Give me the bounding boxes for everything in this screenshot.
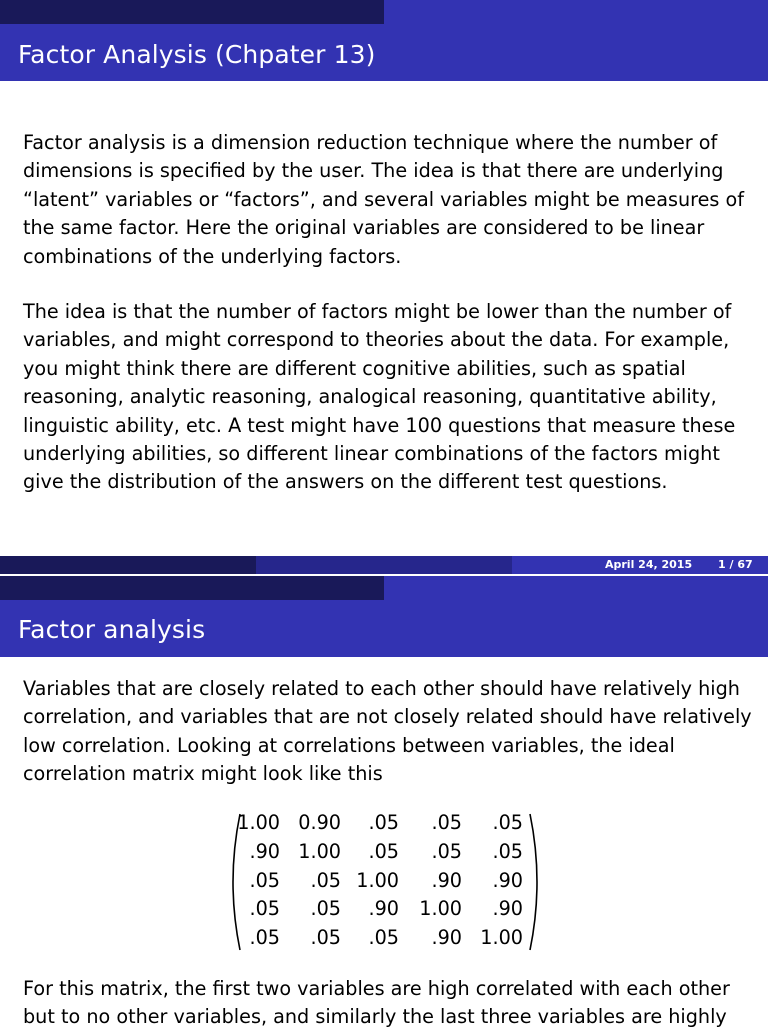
- matrix-cell: .90: [249, 840, 280, 863]
- slide-header-bar: [0, 0, 768, 24]
- text-line: linguistic ability, etc. A test might have 100 questions that measure these: [23, 413, 736, 437]
- header-nav-segment: [0, 0, 384, 24]
- text-line: the same factor. Here the original variables are considered to be linear: [23, 216, 705, 240]
- slide-title: Factor Analysis (Chpater 13): [18, 40, 376, 69]
- matrix-cell: .05: [368, 926, 399, 949]
- matrix-cell: .90: [492, 897, 523, 920]
- text-line: underlying abilities, so different linear combinations of the factors might: [23, 442, 720, 466]
- text-line: “latent” variables or “factors”, and several variables might be measures of: [23, 187, 744, 211]
- matrix-cell: .90: [492, 869, 523, 892]
- matrix-cell: 1.00: [480, 926, 523, 949]
- footer-date: April 24, 2015: [605, 558, 693, 571]
- text-line: correlation matrix might look like this: [23, 762, 383, 786]
- matrix-cell: .05: [431, 840, 462, 863]
- matrix-cell: 1.00: [356, 869, 399, 892]
- slide-title: Factor analysis: [18, 615, 206, 644]
- text-line: Variables that are closely related to each other should have relatively high: [23, 677, 740, 700]
- slide-2: [0, 576, 768, 1024]
- matrix-cell: .05: [249, 869, 280, 892]
- title-bar: [0, 24, 768, 81]
- title-bar: [0, 600, 768, 657]
- matrix-cell: 1.00: [237, 811, 280, 834]
- paragraph-1: [23, 129, 753, 271]
- matrix-cell: .05: [492, 840, 523, 863]
- text-line: low correlation. Looking at correlations between variables, the ideal: [23, 733, 675, 757]
- matrix-cell: 1.00: [298, 840, 341, 863]
- matrix-cell: .05: [249, 926, 280, 949]
- footer-segment-left: [0, 556, 256, 574]
- matrix-cell: .05: [368, 811, 399, 834]
- text-line: give the distribution of the answers on the different test questions.: [23, 470, 668, 494]
- matrix-cell: .05: [310, 869, 341, 892]
- slide-header-bar: [0, 576, 768, 600]
- intro-paragraph: [23, 675, 753, 789]
- text-line: combinations of the underlying factors.: [23, 244, 402, 268]
- footer-page-number: 1 / 67: [718, 558, 753, 571]
- text-line: variables, and might correspond to theories about the data. For example,: [23, 328, 730, 352]
- correlation-matrix: [226, 812, 544, 952]
- matrix-cell: .05: [310, 897, 341, 920]
- matrix-cell: .90: [431, 926, 462, 949]
- text-line: Factor analysis is a dimension reduction technique where the number of: [23, 131, 718, 154]
- matrix-cell: .05: [368, 840, 399, 863]
- matrix-cell: .05: [249, 897, 280, 920]
- outro-paragraph: [23, 975, 753, 1032]
- matrix-cell: 0.90: [298, 811, 341, 834]
- matrix-cell: .90: [368, 897, 399, 920]
- slide-footer-bar: [0, 556, 768, 574]
- matrix-cell: .05: [310, 926, 341, 949]
- matrix-cell: 1.00: [419, 897, 462, 920]
- text-line: but to no other variables, and similarly the last three variables are highly: [23, 1005, 727, 1029]
- text-line: you might think there are different cognitive abilities, such as spatial: [23, 356, 686, 380]
- header-nav-segment: [0, 576, 384, 600]
- text-line: The idea is that the number of factors might be lower than the number of: [23, 300, 732, 323]
- text-line: reasoning, analytic reasoning, analogical reasoning, quantitative ability,: [23, 385, 717, 409]
- text-line: dimensions is specified by the user. The idea is that there are underlying: [23, 159, 724, 183]
- footer-segment-middle: [256, 556, 512, 574]
- text-line: correlation, and variables that are not closely related should have relatively: [23, 705, 752, 729]
- matrix-cell: .90: [431, 869, 462, 892]
- matrix-cell: .05: [492, 811, 523, 834]
- text-line: For this matrix, the first two variables are high correlated with each other: [23, 977, 730, 1000]
- paragraph-2: [23, 298, 753, 497]
- matrix-cell: .05: [431, 811, 462, 834]
